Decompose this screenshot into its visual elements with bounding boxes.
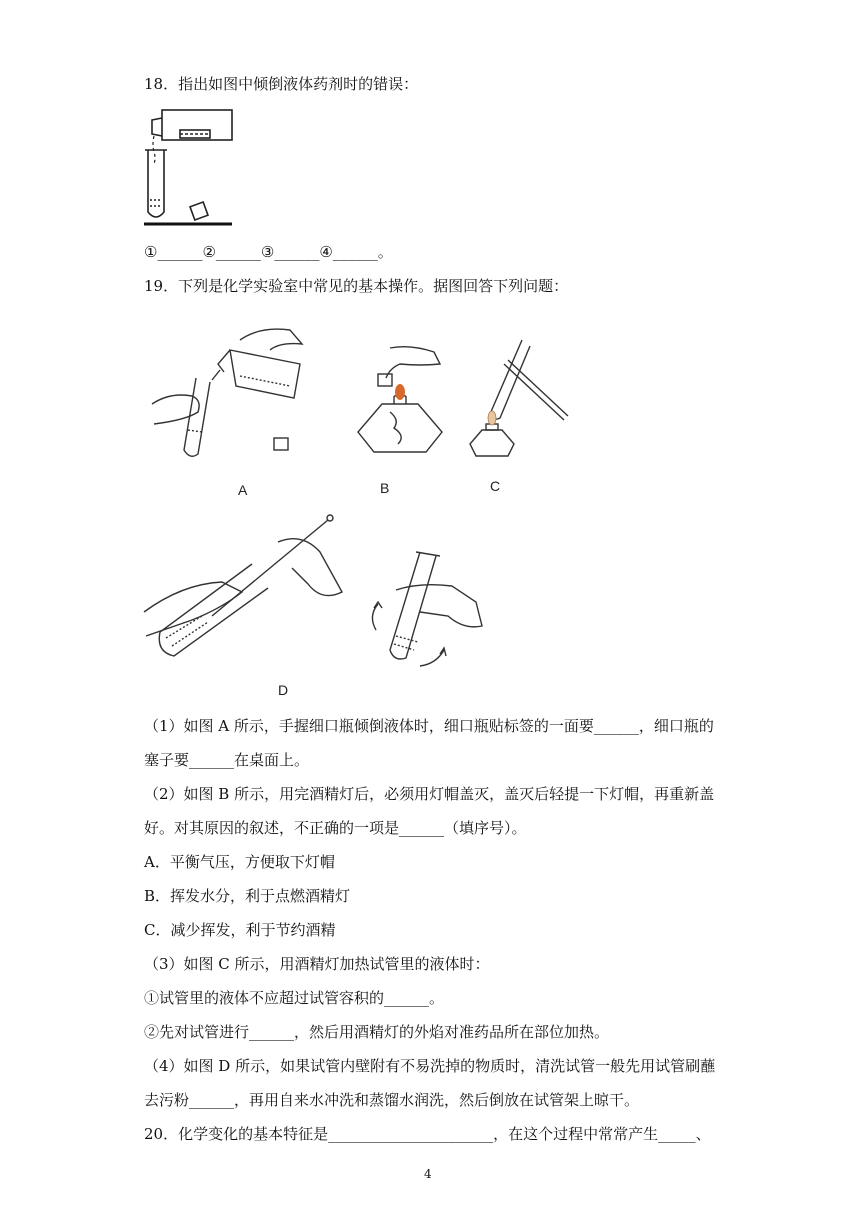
q19-p1-line2: 塞子要______在桌面上。: [144, 751, 310, 769]
reagent-bottle-icon: [152, 110, 232, 140]
q19-p4-line2: 去污粉______，再用自来水冲洗和蒸馏水润洗，然后倒放在试管架上晾干。: [144, 1091, 640, 1109]
q18-answers: ①______②______③______④______。: [144, 243, 393, 261]
stopper-icon: [190, 202, 208, 220]
q19-p1-line1: （1）如图 A 所示，手握细口瓶倾倒液体时，细口瓶贴标签的一面要______，细口瓶的: [144, 717, 714, 735]
figure-a-label: A: [238, 482, 248, 498]
flame-icon: [395, 384, 405, 400]
q19-p3-item1: ①试管里的液体不应超过试管容积的______。: [144, 989, 445, 1007]
q19-option-c: C．减少挥发，利于节约酒精: [144, 921, 336, 939]
q19-p2-line1: （2）如图 B 所示，用完酒精灯后，必须用灯帽盖灭，盖灭后轻提一下灯帽，再重新盖: [144, 785, 715, 803]
q18-title: 18．指出如图中倾倒液体药剂时的错误：: [144, 75, 419, 93]
page-number: 4: [424, 1167, 432, 1181]
figure-a-pouring: [150, 320, 310, 470]
q20-text: 20．化学变化的基本特征是______________________，在这个过程中常常产生_____、: [144, 1125, 711, 1143]
q19-p4-line1: （4）如图 D 所示，如果试管内壁附有不易洗掉的物质时，清洗试管一般先用试管刷蘸: [144, 1057, 716, 1075]
q19-p3: （3）如图 C 所示，用酒精灯加热试管里的液体时：: [144, 955, 490, 973]
q18-pouring-figure: [140, 104, 240, 228]
test-tube-icon: [145, 150, 167, 217]
q19-option-a: A．平衡气压，方便取下灯帽: [144, 853, 335, 871]
figure-b-alcohol-lamp: [350, 344, 450, 464]
q19-title: 19．下列是化学实验室中常见的基本操作。据图回答下列问题：: [144, 277, 569, 295]
q19-p2-line2: 好。对其原因的叙述，不正确的一项是______（填序号）。: [144, 819, 527, 837]
figure-d-shaking: [360, 546, 500, 672]
q19-option-b: B．挥发水分，利于点燃酒精灯: [144, 887, 351, 905]
figure-d-label: D: [278, 682, 289, 698]
figure-c-label: C: [490, 478, 501, 494]
figure-d-brushing: [142, 512, 352, 672]
q19-p3-item2: ②先对试管进行______，然后用酒精灯的外焰对准药品所在部位加热。: [144, 1023, 610, 1041]
figure-b-label: B: [380, 480, 390, 496]
figure-c-heating: [464, 334, 574, 464]
